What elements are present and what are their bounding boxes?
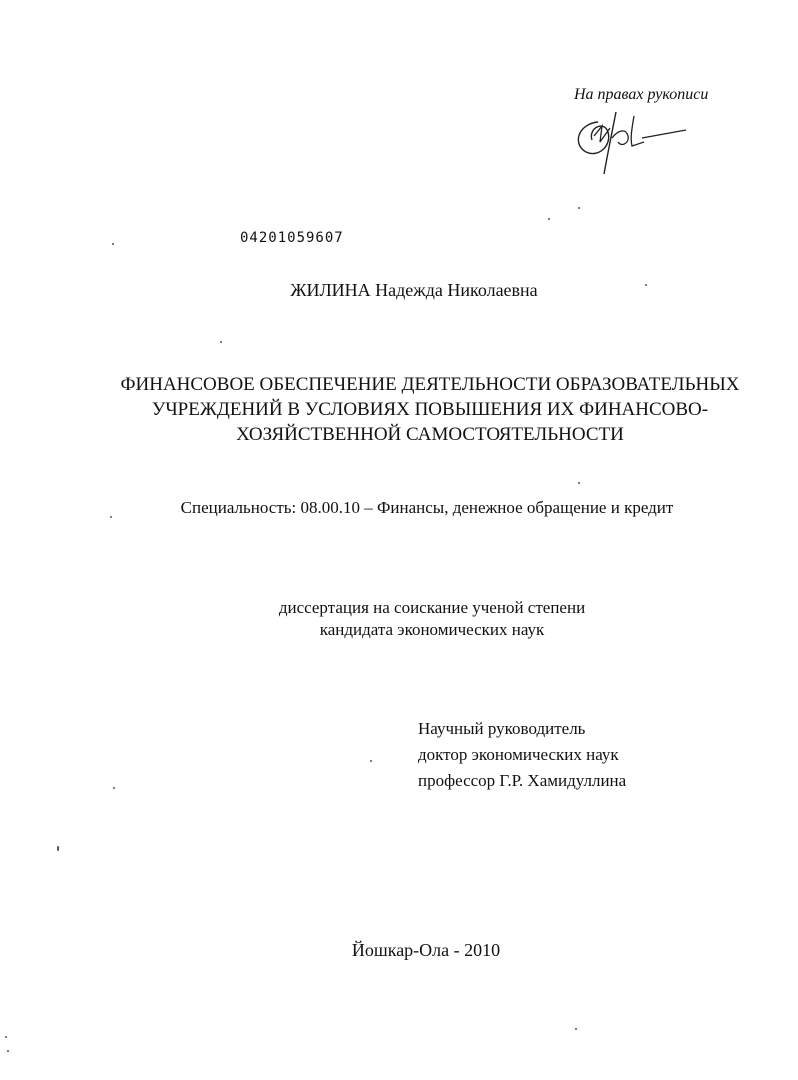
scan-speck [548, 218, 550, 220]
title-line: УЧРЕЖДЕНИЙ В УСЛОВИЯХ ПОВЫШЕНИЯ ИХ ФИНАНСОВО- [151, 399, 709, 420]
scan-speck [110, 516, 112, 518]
advisor-line: Научный руководитель [418, 719, 586, 738]
degree-line: кандидата экономических наук [319, 620, 545, 639]
scan-speck [220, 341, 222, 343]
title-line: ФИНАНСОВОЕ ОБЕСПЕЧЕНИЕ ДЕЯТЕЛЬНОСТИ ОБРАЗОВАТЕЛЬНЫХ [120, 374, 740, 395]
scan-speck [645, 284, 647, 286]
scan-speck [113, 787, 115, 789]
scan-speck [5, 1036, 7, 1038]
registry-code: 04201059607 [240, 230, 344, 246]
title-line: ХОЗЯЙСТВЕННОЙ САМОСТОЯТЕЛЬНОСТИ [236, 424, 624, 445]
rights-note: На правах рукописи [574, 86, 709, 103]
dissertation-title [100, 372, 760, 447]
degree-statement [0, 597, 798, 641]
scan-speck [7, 1050, 9, 1052]
scan-speck [57, 846, 59, 851]
scan-speck [578, 207, 580, 209]
scientific-advisor [418, 716, 626, 794]
advisor-line: доктор экономических наук [418, 745, 619, 764]
specialty: Специальность: 08.00.10 – Финансы, денежное обращение и кредит [180, 498, 674, 517]
scan-speck [578, 482, 580, 484]
advisor-line: профессор Г.Р. Хамидуллина [418, 771, 627, 790]
handwritten-signature [568, 102, 688, 182]
scan-speck [370, 760, 372, 762]
scan-speck [575, 1028, 577, 1030]
place-and-year: Йошкар-Ола - 2010 [351, 940, 501, 960]
scan-speck [112, 243, 114, 245]
author-name: ЖИЛИНА Надежда Николаевна [290, 280, 538, 300]
degree-line: диссертация на соискание ученой степени [278, 598, 586, 617]
